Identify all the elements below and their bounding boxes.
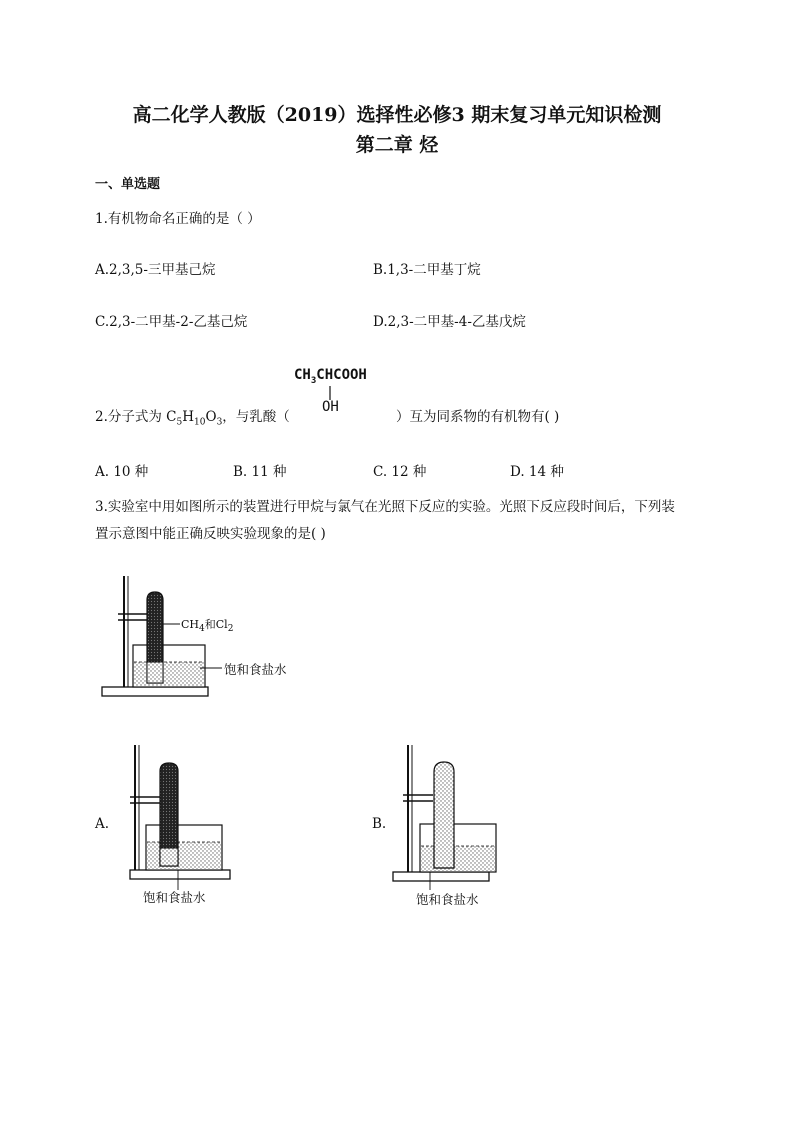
question-2-stem-end: ）互为同系物的有机物有( ) [396, 409, 560, 425]
question-3-stem-line1: 3.实验室中用如图所示的装置进行甲烷与氯气在光照下反应的实验。光照下反应段时间后，下列装 [95, 499, 675, 515]
q2-option-d: D. 14 种 [510, 464, 564, 480]
page-title: 高二化学人教版（2019）选择性必修3 期末复习单元知识检测 [132, 104, 662, 126]
q3-option-b-letter: B. [372, 816, 387, 832]
q1-option-d: D.2,3-二甲基-4-乙基戊烷 [373, 314, 526, 330]
question-2-stem: 2.分子式为 $C_5H_{10}O_3$，与乳酸（ [95, 409, 290, 428]
question-3-stem-line2: 置示意图中能正确反映实验现象的是( ) [95, 526, 326, 542]
q2-option-a: A. 10 种 [95, 464, 149, 480]
question-1-stem: 1.有机物命名正确的是（ ） [95, 211, 261, 227]
option-b-liquid-label: 饱和食盐水 [416, 892, 479, 907]
q1-option-c: C.2,3-二甲基-2-乙基己烷 [95, 314, 248, 330]
lactic-acid-formula-oh: OH [322, 399, 339, 415]
q1-option-a: A.2,3,5-三甲基己烷 [95, 262, 216, 278]
q1-option-b: B.1,3-二甲基丁烷 [373, 262, 481, 278]
q3-option-a-letter: A. [95, 816, 110, 832]
main-liquid-label: 饱和食盐水 [224, 662, 287, 677]
chapter-subtitle: 第二章 烃 [355, 134, 439, 156]
option-a-liquid-label: 饱和食盐水 [143, 890, 206, 905]
lactic-acid-formula-top: $CH_3CHCOOH$ [294, 367, 367, 386]
section-heading: 一、单选题 [95, 177, 161, 192]
q2-option-c: C. 12 种 [373, 464, 427, 480]
gas-label: $CH_4$和$Cl_2$ [181, 618, 234, 635]
q2-option-b: B. 11 种 [233, 464, 287, 480]
